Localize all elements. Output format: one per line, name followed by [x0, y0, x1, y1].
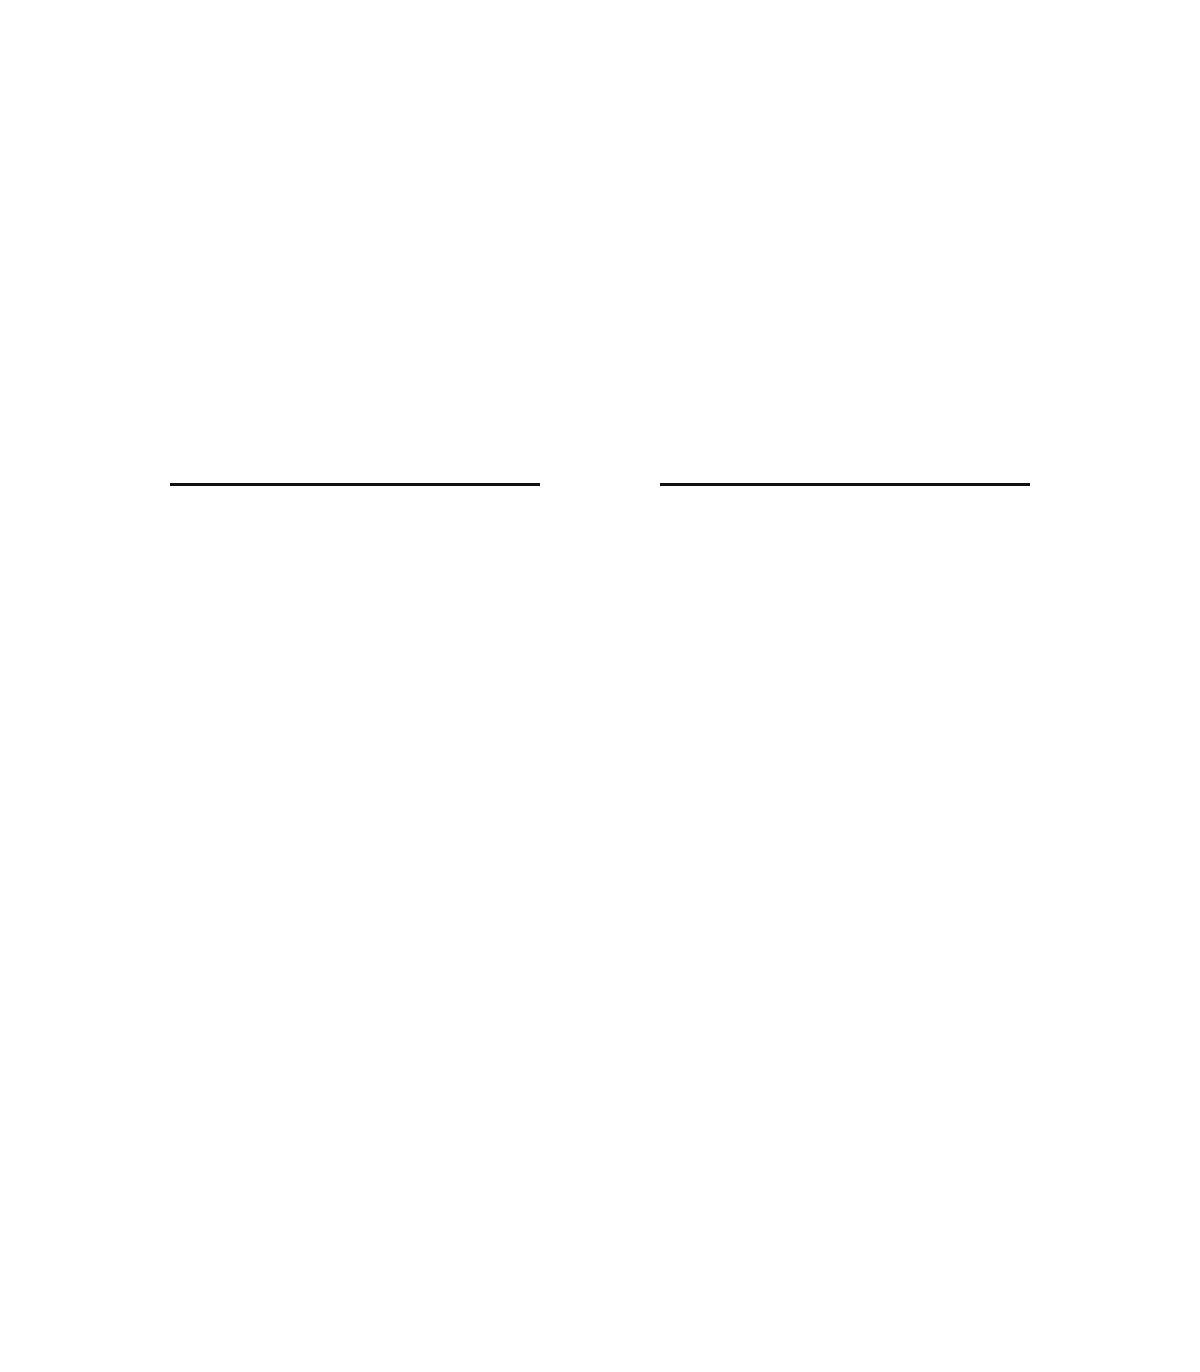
title-rule-right	[660, 483, 1030, 486]
title-rule-left	[170, 483, 540, 486]
title-row	[170, 460, 1030, 500]
